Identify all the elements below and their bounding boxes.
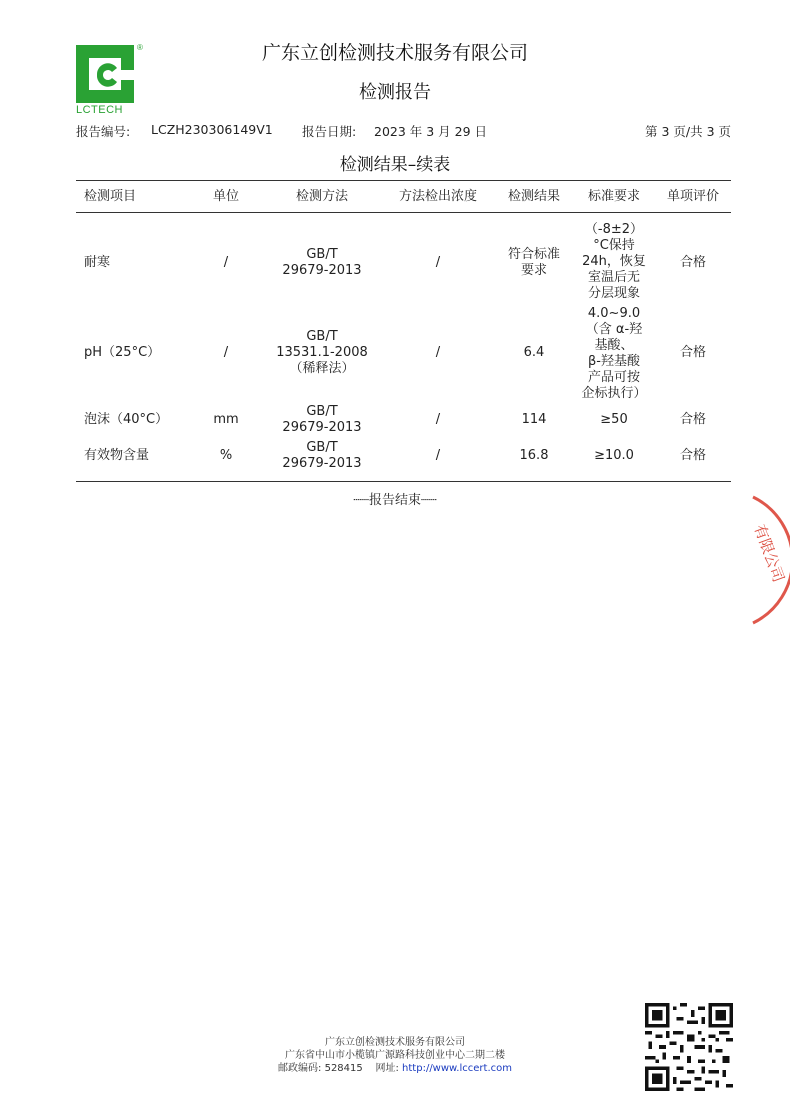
header-result: 检测结果 [507,189,560,204]
row1-detection: / [435,255,441,270]
row2-evaluation: 合格 [679,345,706,360]
row3-item: 泡沫（40°C） [84,412,169,427]
row4-evaluation: 合格 [679,448,706,463]
row4-unit: % [219,448,233,463]
table-bottom-border [76,481,731,482]
row2-standard: 4.0~9.0 （含 α-羟 基酸、 β-羟基酸 产品可按 企标执行） [581,306,647,401]
row3-standard: ≥50 [600,412,628,427]
report-date: 2023 年 3 月 29 日 [374,124,488,139]
row2-method: GB/T 13531.1-2008 （稀释法） [276,329,368,376]
row1-evaluation: 合格 [679,255,706,270]
row4-standard: ≥10.0 [594,448,634,463]
row1-unit: / [223,255,229,270]
header-evaluation: 单项评价 [666,189,719,204]
company-name: 广东立创检测技术服务有限公司 [261,42,528,64]
row3-detection: / [435,412,441,427]
row1-method: GB/T 29679-2013 [282,247,362,278]
row1-item: 耐寒 [84,255,111,270]
footer-company: 广东立创检测技术服务有限公司 [325,1037,465,1048]
row4-item: 有效物含量 [84,448,150,463]
header-method: 检测方法 [295,189,348,204]
row2-item: pH（25°C） [84,345,161,360]
table-top-border [76,180,731,181]
row4-method: GB/T 29679-2013 [282,440,362,471]
row2-result: 6.4 [523,345,545,360]
row3-method: GB/T 29679-2013 [282,404,362,435]
header-item: 检测项目 [84,189,137,204]
header-detection-limit: 方法检出浓度 [398,189,477,204]
report-title: 检测报告 [359,82,431,103]
report-number-label: 报告编号: [76,124,131,139]
header-unit: 单位 [212,189,239,204]
footer-address: 广东省中山市小榄镇广源路科技创业中心二期二楼 [285,1050,505,1061]
row3-evaluation: 合格 [679,412,706,427]
logo-text: LCTECH [76,104,124,116]
row1-standard: （-8±2） °C保持 24h，恢复 室温后无 分层现象 [582,222,646,301]
company-seal-stamp [735,495,790,625]
report-end-mark: ┈┈报告结束┈┈ [353,493,437,508]
footer-website-link[interactable]: http://www.lccert.com [402,1063,512,1074]
header-standard: 标准要求 [587,189,640,204]
page-indicator: 第 3 页/共 3 页 [644,124,731,139]
row2-detection: / [435,345,441,360]
row4-result: 16.8 [519,448,549,463]
report-number: LCZH230306149V1 [151,122,273,137]
report-date-label: 报告日期: [302,124,357,139]
svg-text:®: ® [137,43,143,52]
footer-contact: 邮政编码: 528415 网址: http://www.lccert.com [278,1063,512,1074]
row3-result: 114 [521,412,547,427]
row1-result: 符合标准 要求 [507,247,560,278]
svg-text:有限公司: 有限公司 [750,522,788,585]
table-header-border [76,212,731,213]
section-title: 检测结果–续表 [339,155,451,175]
row3-unit: mm [213,412,239,427]
row4-detection: / [435,448,441,463]
footer-postcode: 528415 [324,1063,363,1074]
qr-code-icon [645,1003,733,1091]
row2-unit: / [223,345,229,360]
